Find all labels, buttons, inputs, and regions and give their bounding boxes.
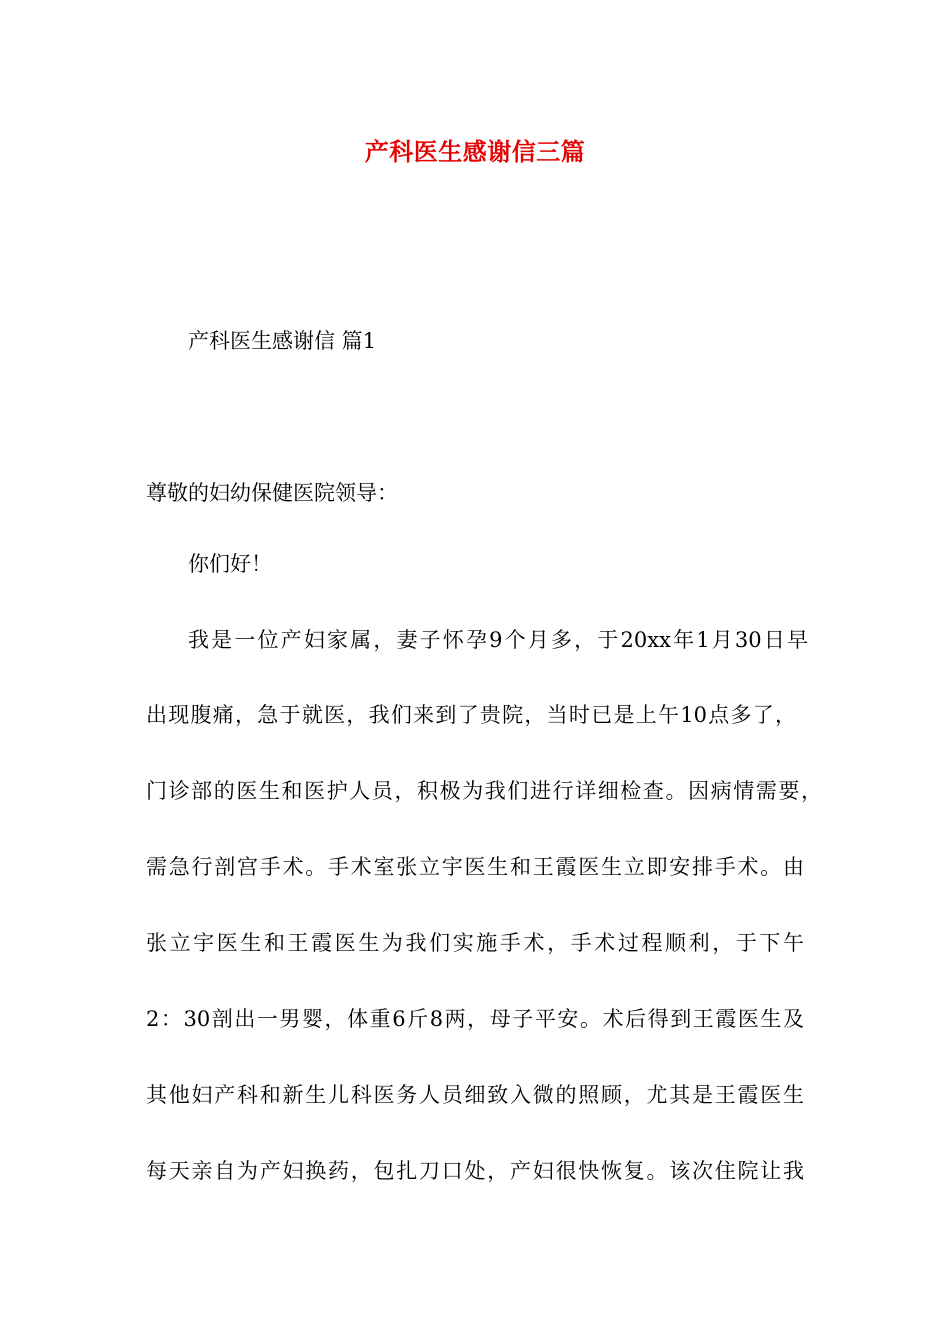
salutation: 尊敬的妇幼保健医院领导： [146, 481, 398, 505]
document-title: 产科医生感谢信三篇 [364, 137, 586, 166]
body-line: 2：30剖出一男婴，体重6斤8两，母子平安。术后得到王霞医生及 [146, 1007, 804, 1031]
greeting: 你们好！ [188, 552, 272, 576]
body-line: 每天亲自为产妇换药，包扎刀口处，产妇很快恢复。该次住院让我 [146, 1159, 804, 1183]
body-line: 需急行剖宫手术。手术室张立宇医生和王霞医生立即安排手术。由 [146, 855, 804, 879]
body-line: 我是一位产妇家属，妻子怀孕9个月多，于20xx年1月30日早 [188, 628, 808, 652]
body-line: 出现腹痛，急于就医，我们来到了贵院，当时已是上午10点多了， [146, 703, 796, 727]
body-line: 张立宇医生和王霞医生为我们实施手术，手术过程顺利，于下午 [146, 931, 804, 955]
body-line: 门诊部的医生和医护人员，积极为我们进行详细检查。因病情需要， [146, 779, 822, 803]
section-heading: 产科医生感谢信 篇1 [188, 329, 377, 353]
body-line: 其他妇产科和新生儿科医务人员细致入微的照顾，尤其是王霞医生 [146, 1083, 804, 1107]
